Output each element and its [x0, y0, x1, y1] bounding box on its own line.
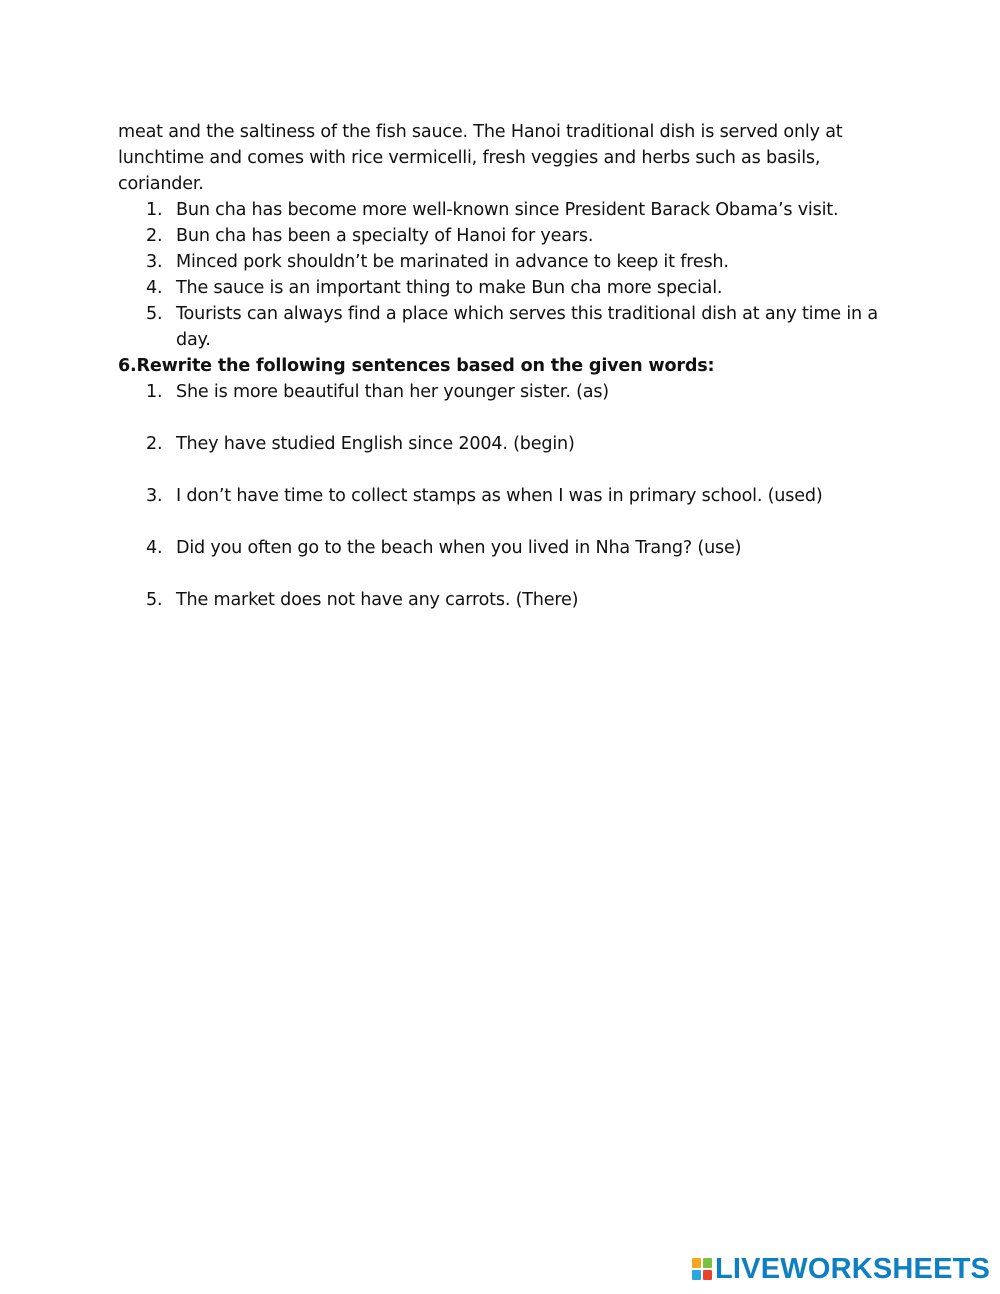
- logo-text: LIVEWORKSHEETS: [715, 1252, 991, 1285]
- item-text: The market does not have any carrots. (There): [176, 590, 579, 610]
- item-text: She is more beautiful than her younger sister. (as): [176, 382, 609, 402]
- item-number: 5.: [146, 590, 163, 610]
- list-item: [118, 301, 888, 353]
- item-number: 1.: [146, 200, 163, 220]
- item-number: 3.: [146, 486, 163, 506]
- liveworksheets-logo: [692, 1254, 990, 1284]
- item-text: Bun cha has become more well-known since President Barack Obama’s visit.: [176, 200, 839, 220]
- list-item: [118, 379, 888, 405]
- item-number: 4.: [146, 538, 163, 558]
- logo-mark-icon: [692, 1258, 712, 1280]
- list-item: [118, 431, 888, 457]
- item-text: Did you often go to the beach when you lived in Nha Trang? (use): [176, 538, 742, 558]
- list-item: [118, 197, 888, 223]
- section-heading: 6.Rewrite the following sentences based on the given words:: [118, 356, 715, 376]
- item-text: The sauce is an important thing to make Bun cha more special.: [176, 278, 723, 298]
- item-text: I don’t have time to collect stamps as when I was in primary school. (used): [176, 486, 823, 506]
- list-item: [118, 587, 888, 613]
- list-item: [118, 223, 888, 249]
- item-number: 2.: [146, 434, 163, 454]
- list-item: [118, 483, 888, 509]
- item-text: Tourists can always find a place which serves this traditional dish at any time in a day.: [176, 304, 878, 350]
- logo-square-i: [703, 1258, 712, 1268]
- item-number: 5.: [146, 304, 163, 324]
- item-number: 4.: [146, 278, 163, 298]
- list-item: [118, 275, 888, 301]
- item-text: Minced pork shouldn’t be marinated in advance to keep it fresh.: [176, 252, 729, 272]
- worksheet-content: [118, 119, 888, 639]
- logo-square-l: [692, 1258, 701, 1268]
- true-false-list: [118, 197, 888, 353]
- logo-square-v: [692, 1270, 701, 1280]
- item-text: They have studied English since 2004. (begin): [176, 434, 575, 454]
- list-item: [118, 535, 888, 561]
- item-number: 2.: [146, 226, 163, 246]
- item-number: 3.: [146, 252, 163, 272]
- item-number: 1.: [146, 382, 163, 402]
- logo-square-e: [703, 1270, 712, 1280]
- list-item: [118, 249, 888, 275]
- item-text: Bun cha has been a specialty of Hanoi for years.: [176, 226, 594, 246]
- passage-paragraph: meat and the saltiness of the fish sauce. The Hanoi traditional dish is served only at lunchtime and comes with rice vermicelli, fresh veggies and herbs such as basils, coriander.: [118, 122, 843, 194]
- rewrite-list: [118, 379, 888, 613]
